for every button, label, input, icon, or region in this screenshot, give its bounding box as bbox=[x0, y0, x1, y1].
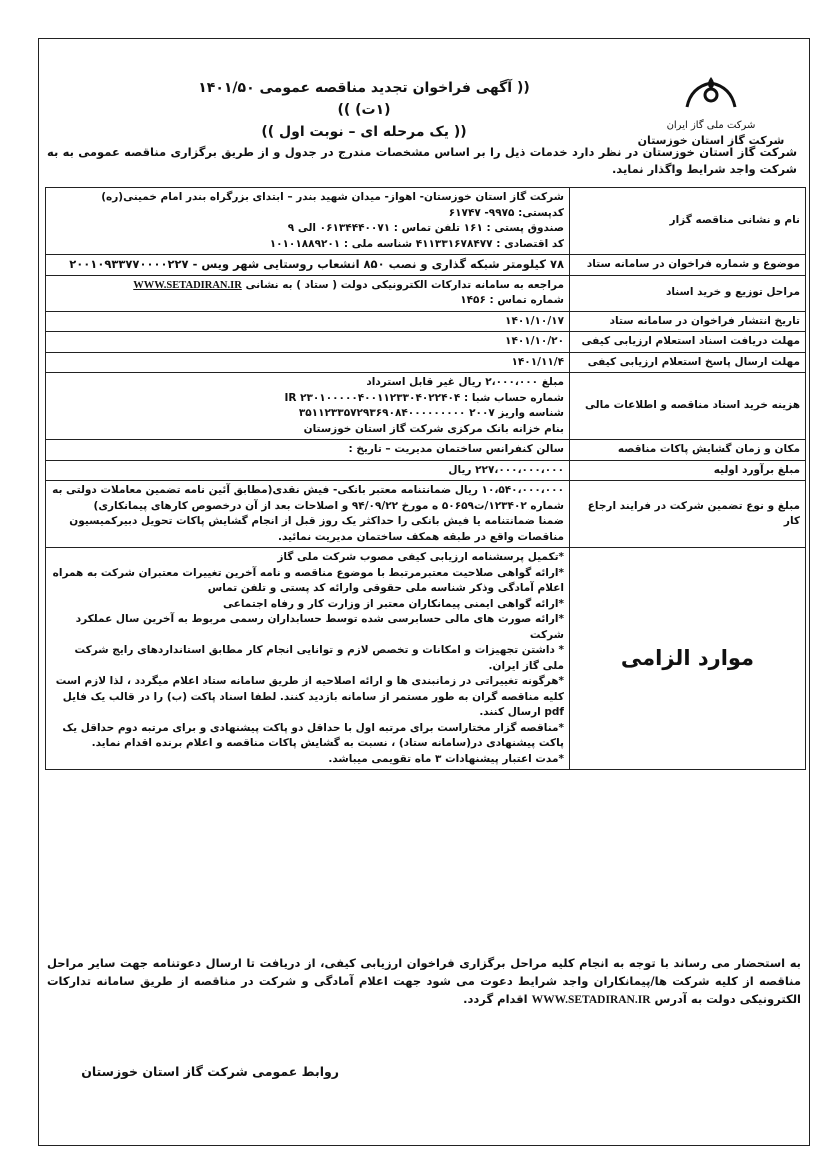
notice-frame bbox=[38, 38, 810, 1146]
cost-amount: مبلغ ۲،۰۰۰،۰۰۰ ریال غیر قابل استرداد bbox=[366, 376, 564, 388]
table-row bbox=[46, 481, 806, 548]
closing-end: اقدام گردد. bbox=[463, 992, 528, 1006]
requirements-value bbox=[46, 548, 570, 770]
receive-deadline-value: ۱۴۰۱/۱۰/۲۰ bbox=[46, 332, 570, 353]
tenderer-phone: صندوق پستی : ۱۶۱ تلفن تماس : ۰۶۱۳۴۴۴۰۰۷۱ الی ۹ bbox=[287, 222, 564, 234]
requirement-item: * داشتن تجهیزات و امکانات و تخصص لازم و توانایی انجام کار مطابق استانداردهای رایج شرکت ملی گاز ایران. bbox=[74, 644, 564, 672]
distribution-phone: شماره تماس : ۱۴۵۶ bbox=[460, 294, 564, 306]
company-script: شرکت ملی گاز ایران bbox=[666, 120, 756, 131]
distribution-value bbox=[46, 275, 570, 311]
cost-deposit-id: شناسه واریز ۲۰۰۷ ۳۵۱۱۲۳۳۵۷۲۹۳۶۹۰۸۴۰۰۰۰۰۰۰۰۰ bbox=[298, 407, 564, 419]
closing-text: به استحضار می رساند با توجه به انجام کلیه مراحل برگزاری فراخوان ارزیابی کیفی، از دریافت تا ارسال دعوتنامه جهت سایر مراحل مناقصه از کلیه شرکت ها/پیمانکاران واجد شرایط دعوت می شود جهت اعلام آمادگی و شرکت در مناقصه از طریق سامانه تدارکات الکترونیکی دولت به آدرس bbox=[47, 956, 801, 1006]
intro-paragraph: شرکت گاز استان خوزستان در نظر دارد خدمات ذیل را بر اساس مشخصات مندرج در جدول و از طریق برگزاری مناقصه عمومی به به شرکت واجد شرایط واگذار نماید. bbox=[47, 145, 797, 176]
company-logo bbox=[631, 77, 791, 149]
setad-link[interactable]: WWW.SETADIRAN.IR bbox=[133, 279, 242, 291]
publish-date-label: تاریخ انتشار فراخوان در سامانه ستاد bbox=[570, 311, 806, 332]
opening-value: سالن کنفرانس ساختمان مدیریت – تاریخ : bbox=[46, 440, 570, 461]
table-row bbox=[46, 440, 806, 461]
receive-deadline-label: مهلت دریافت اسناد استعلام ارزیابی کیفی bbox=[570, 332, 806, 353]
subject-label: موضوع و شماره فراخوان در سامانه ستاد bbox=[570, 255, 806, 276]
tender-table bbox=[45, 187, 806, 770]
flame-logo-icon bbox=[631, 77, 791, 119]
guarantee-label: مبلغ و نوع تضمین شرکت در فرایند ارجاع کار bbox=[570, 481, 806, 548]
requirement-item: *تکمیل پرسشنامه ارزیابی کیفی مصوب شرکت ملی گاز bbox=[277, 551, 564, 563]
requirements-label: موارد الزامی bbox=[570, 548, 806, 770]
guarantee-amount: ۱۰،۵۴۰،۰۰۰،۰۰۰ ریال ضمانتنامه معتبر بانکی- فیش نقدی(مطابق آئین نامه تضمین معاملات دولتی به شماره ۱۲۳۴۰۲/ت۵۰۶۵۹ ه مورخ ۹۴/۰۹/۲۲ و اصلاحات بعد از آن درخصوص کارهای پیمانکاری) bbox=[52, 484, 564, 512]
subject-value: ۷۸ کیلومتر شبکه گذاری و نصب ۸۵۰ انشعاب روستایی شهر ویس - ۲۰۰۱۰۹۳۳۷۷۰۰۰۰۲۲۷ bbox=[46, 255, 570, 276]
tenderer-value bbox=[46, 188, 570, 255]
cost-sheba: شماره حساب شبا : IR ۲۳۰۱۰۰۰۰۰۴۰۰۱۱۲۳۳۰۴۰۲۲۴۰۴ bbox=[284, 391, 564, 404]
tenderer-postal-code: کدپستی: ۹۹۷۵- ۶۱۷۴۷ bbox=[448, 206, 564, 219]
distribution-label: مراحل توزیع و خرید اسناد bbox=[570, 275, 806, 311]
requirement-item: *ارائه گواهی صلاحیت معتبرمرتبط با موضوع مناقصه و نامه آخرین تغییرات معتبران شرکت به همراه اعلام آمادگی وذکر شناسه ملی حقوقی وارائه کد پستی و تلفن تماس bbox=[52, 566, 564, 594]
cost-beneficiary: بنام خزانه بانک مرکزی شرکت گاز استان خوزستان bbox=[303, 422, 564, 435]
cost-value bbox=[46, 373, 570, 440]
company-name: شرکت گاز استان خوزستان bbox=[637, 134, 785, 147]
response-deadline-value: ۱۴۰۱/۱۱/۴ bbox=[46, 352, 570, 373]
table-row bbox=[46, 275, 806, 311]
notice-title: (( آگهی فراخوان تجدید مناقصه عمومی ۱۴۰۱/۵۰ (۱ت) )) bbox=[198, 80, 530, 118]
signature: روابط عمومی شرکت گاز استان خوزستان bbox=[81, 1064, 339, 1079]
estimate-label: مبلغ برآورد اولیه bbox=[570, 460, 806, 481]
closing-link[interactable]: WWW.SETADIRAN.IR bbox=[531, 994, 651, 1006]
table-row bbox=[46, 460, 806, 481]
guarantee-value bbox=[46, 481, 570, 548]
tenderer-economic-code: کد اقتصادی : ۴۱۱۳۳۱۶۷۸۴۷۷ شناسه ملی : ۱۰۱۰۱۸۸۹۲۰۱ bbox=[269, 237, 564, 250]
opening-label: مکان و زمان گشایش پاکات مناقصه bbox=[570, 440, 806, 461]
requirement-item: *ارائه گواهی ایمنی پیمانکاران معتبر از وزارت کار و رفاه اجتماعی bbox=[223, 597, 564, 610]
table-row bbox=[46, 373, 806, 440]
requirement-item: *مدت اعتبار پیشنهادات ۳ ماه تقویمی میباشد. bbox=[328, 752, 564, 765]
closing-paragraph bbox=[47, 954, 801, 1009]
publish-date-value: ۱۴۰۱/۱۰/۱۷ bbox=[46, 311, 570, 332]
distribution-text: مراجعه به سامانه تدارکات الکترونیکی دولت ( ستاد ) به نشانی bbox=[245, 278, 564, 291]
notice-subtitle: (( یک مرحله ای – نوبت اول )) bbox=[261, 124, 467, 140]
estimate-value: ۲۲۷،۰۰۰،۰۰۰،۰۰۰ ریال bbox=[46, 460, 570, 481]
table-row bbox=[46, 188, 806, 255]
table-row bbox=[46, 255, 806, 276]
tenderer-address: شرکت گاز استان خوزستان- اهواز- میدان شهید بندر – ابتدای بزرگراه بندر امام خمینی(ره) bbox=[101, 191, 564, 203]
response-deadline-label: مهلت ارسال پاسخ استعلام ارزیابی کیفی bbox=[570, 352, 806, 373]
notice-titles bbox=[179, 77, 549, 143]
tenderer-label: نام و نشانی مناقصه گزار bbox=[570, 188, 806, 255]
table-row bbox=[46, 311, 806, 332]
requirement-item: *ارائه صورت های مالی حسابرسی شده توسط حسابداران رسمی مربوط به آخرین سال عملکرد شرکت bbox=[75, 613, 564, 641]
guarantee-note: ضمنا ضمانتنامه یا فیش بانکی را حداکثر یک روز قبل از انجام گشایش پاکات تحویل دبیرکمیسیون مناقصات واقع در طبقه همکف ساختمان مدیریت نمائید. bbox=[69, 515, 564, 543]
requirement-item: *مناقصه گزار مختاراست برای مرتبه اول با حداقل دو پاکت پیشنهادی و برای مرتبه دوم حداقل یک پاکت پیشنهادی در(سامانه ستاد) ، نسبت به گشایش پاکات مناقصه و اعلام برنده اقدام نماید. bbox=[62, 721, 564, 749]
cost-label: هزینه خرید اسناد مناقصه و اطلاعات مالی bbox=[570, 373, 806, 440]
table-row bbox=[46, 332, 806, 353]
table-row bbox=[46, 548, 806, 770]
table-row bbox=[46, 352, 806, 373]
requirement-item: *هرگونه تغییراتی در زمانبندی ها و ارائه اصلاحیه از طریق سامانه ستاد اعلام میگردد ، لذا لازم است کلیه مناقصه گران به طور مستمر از سامانه بازدید کنند. لطفا اسناد پاکت (ب) را در قالب یک فایل pdf ارسال کنند. bbox=[55, 675, 564, 718]
